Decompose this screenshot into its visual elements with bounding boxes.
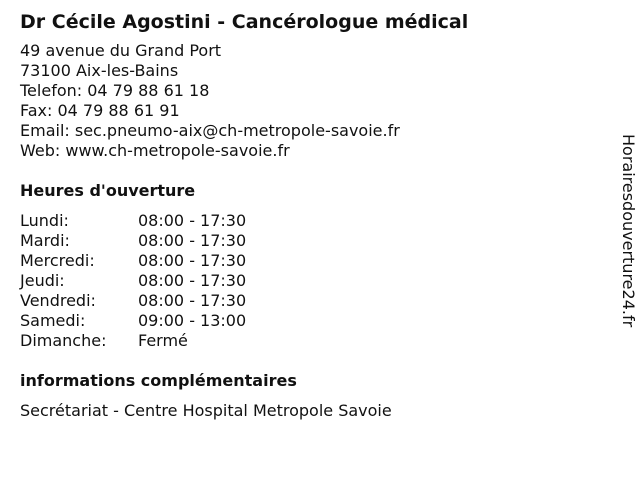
address-street: 49 avenue du Grand Port (20, 41, 222, 60)
web-line: Web: www.ch-metropole-savoie.fr (20, 141, 290, 160)
day-label: Mardi: (20, 231, 70, 250)
time-value: 08:00 - 17:30 (138, 251, 247, 270)
hours-row-saturday (20, 311, 600, 331)
time-value: Fermé (138, 331, 188, 350)
day-label: Lundi: (20, 211, 69, 230)
hours-row-tuesday (20, 231, 600, 251)
page-title: Dr Cécile Agostini - Cancérologue médical (20, 11, 469, 33)
phone-line: Telefon: 04 79 88 61 18 (20, 81, 210, 100)
time-value: 09:00 - 13:00 (138, 311, 247, 330)
email-line: Email: sec.pneumo-aix@ch-metropole-savoie.fr (20, 121, 400, 140)
day-label: Mercredi: (20, 251, 95, 270)
address-city: 73100 Aix-les-Bains (20, 61, 179, 80)
site-watermark: Horairesdouverture24.fr (619, 134, 638, 328)
day-label: Jeudi: (20, 271, 65, 290)
doctor-card (20, 10, 600, 421)
hours-row-friday (20, 291, 600, 311)
time-value: 08:00 - 17:30 (138, 231, 247, 250)
hours-row-thursday (20, 271, 600, 291)
time-value: 08:00 - 17:30 (138, 291, 247, 310)
additional-info-text: Secrétariat - Centre Hospital Metropole Savoie (20, 401, 392, 420)
time-value: 08:00 - 17:30 (138, 271, 247, 290)
hours-row-monday (20, 211, 600, 231)
day-label: Dimanche: (20, 331, 107, 350)
opening-hours-list (20, 211, 600, 351)
hours-row-sunday (20, 331, 600, 351)
opening-hours-heading: Heures d'ouverture (20, 181, 196, 200)
fax-line: Fax: 04 79 88 61 91 (20, 101, 180, 120)
hours-row-wednesday (20, 251, 600, 271)
day-label: Vendredi: (20, 291, 96, 310)
day-label: Samedi: (20, 311, 86, 330)
additional-info-heading: informations complémentaires (20, 371, 297, 390)
time-value: 08:00 - 17:30 (138, 211, 247, 230)
